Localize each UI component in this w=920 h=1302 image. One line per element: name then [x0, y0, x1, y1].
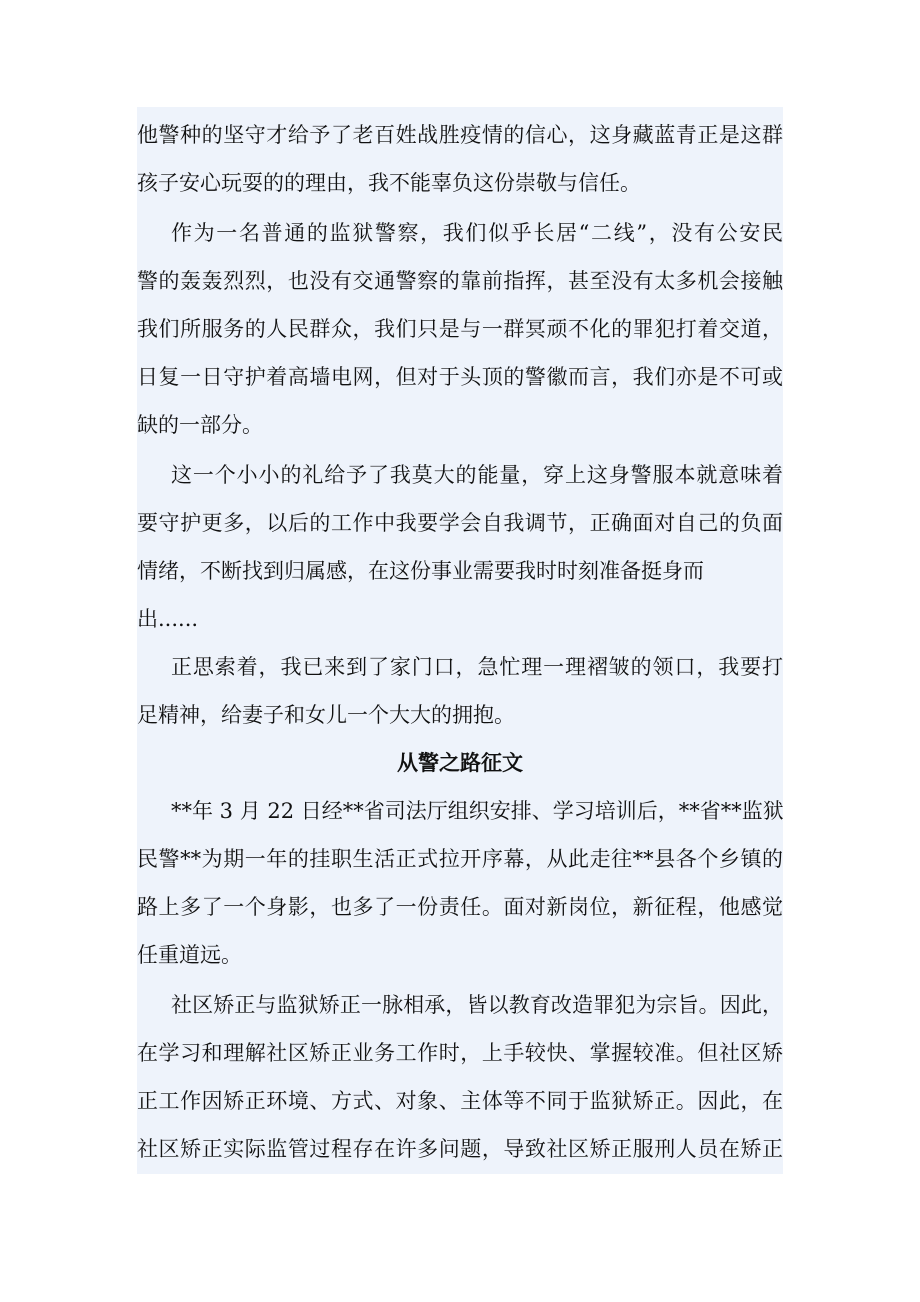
paragraph-line: 孩子安心玩耍的的理由，我不能辜负这份崇敬与信任。: [137, 171, 641, 195]
paragraph-line: 路上多了一个身影，也多了一份责任。面对新岗位，新征程，他感觉: [137, 895, 783, 919]
paragraph-line: 社区矫正实际监管过程存在许多问题，导致社区矫正服刑人员在矫正: [137, 1137, 783, 1161]
paragraph-line: 他警种的坚守才给予了老百姓战胜疫情的信心，这身藏蓝青正是这群: [137, 123, 783, 147]
paragraph-line: 正工作因矫正环境、方式、对象、主体等不同于监狱矫正。因此，在: [137, 1089, 783, 1113]
paragraph-line: **年 3 月 22 日经**省司法厅组织安排、学习培训后，**省**监狱: [171, 799, 784, 823]
paragraph-line: 民警**为期一年的挂职生活正式拉开序幕，从此走往**县各个乡镇的: [137, 847, 783, 871]
paragraph-line: 日复一日守护着高墙电网，但对于头顶的警徽而言，我们亦是不可或: [137, 365, 783, 389]
paragraph-line: 缺的一部分。: [137, 413, 263, 437]
paragraph-line: 正思索着，我已来到了家门口，急忙理一理褶皱的领口，我要打: [171, 655, 783, 679]
paragraph-line: 足精神，给妻子和女儿一个大大的拥抱。: [137, 703, 515, 727]
paragraph-line: 我们所服务的人民群众，我们只是与一群冥顽不化的罪犯打着交道，: [137, 317, 783, 341]
paragraph-line: 作为一名普通的监狱警察，我们似乎长居“二线”，没有公安民: [171, 221, 783, 245]
paragraph-line: 在学习和理解社区矫正业务工作时，上手较快、掌握较准。但社区矫: [137, 1041, 783, 1065]
paragraph-line: 社区矫正与监狱矫正一脉相承，皆以教育改造罪犯为宗旨。因此，: [171, 993, 783, 1017]
section-title: 从警之路征文: [397, 750, 523, 775]
paragraph-line: 任重道远。: [137, 943, 242, 967]
paragraph-line: 要守护更多，以后的工作中我要学会自我调节，正确面对自己的负面: [137, 511, 783, 535]
paragraph-line: 这一个小小的礼给予了我莫大的能量，穿上这身警服本就意味着: [171, 463, 783, 487]
paragraph-line: 警的轰轰烈烈，也没有交通警察的靠前指挥，甚至没有太多机会接触: [137, 269, 783, 293]
paragraph-line: 情绪，不断找到归属感，在这份事业需要我时时刻准备挺身而: [137, 559, 704, 583]
paragraph-line: 出......: [137, 607, 199, 631]
